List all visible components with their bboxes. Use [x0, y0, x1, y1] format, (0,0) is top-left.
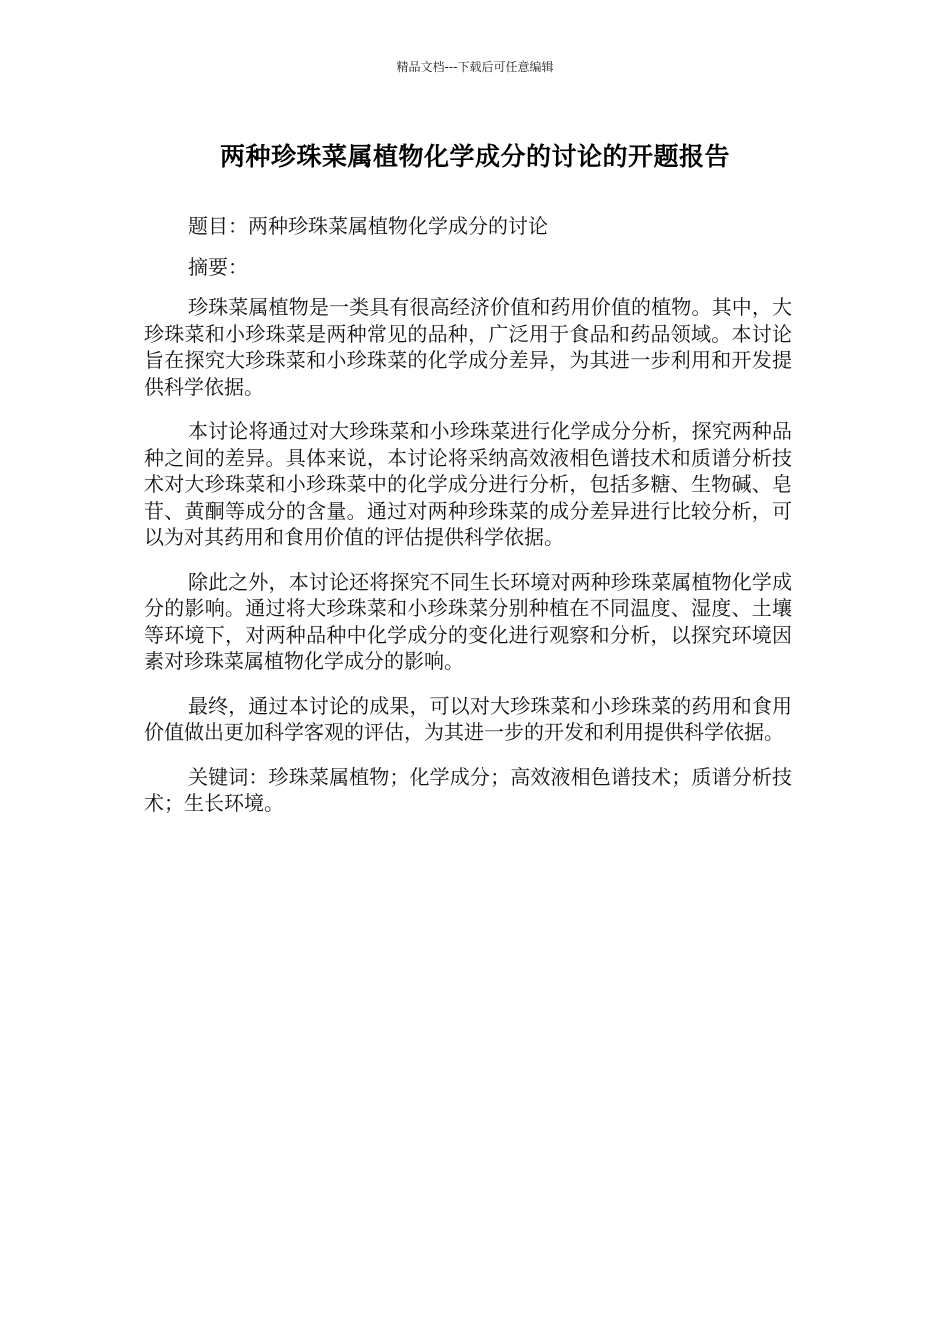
paragraph-environment: 除此之外，本讨论还将探究不同生长环境对两种珍珠菜属植物化学成分的影响。通过将大珍珠菜和小珍珠菜分别种植在不同温度、湿度、土壤等环境下，对两种品种中化学成分的变化进行观察和分析，以探究环境因素对珍珠菜属植物化学成分的影响。	[144, 569, 792, 673]
subject-line: 题目：两种珍珠菜属植物化学成分的讨论	[188, 214, 548, 238]
abstract-label: 摘要：	[188, 255, 248, 279]
document-body	[144, 212, 792, 835]
header-note: 精品文档---下载后可任意编辑	[396, 60, 554, 74]
paragraph-method: 本讨论将通过对大珍珠菜和小珍珠菜进行化学成分分析，探究两种品种之间的差异。具体来说，本讨论将采纳高效液相色谱技术和质谱分析技术对大珍珠菜和小珍珠菜中的化学成分进行分析，包括多糖、生物碱、皂苷、黄酮等成分的含量。通过对两种珍珠菜的成分差异进行比较分析，可以为对其药用和食用价值的评估提供科学依据。	[144, 419, 792, 549]
document-title: 两种珍珠菜属植物化学成分的讨论的开题报告	[219, 142, 730, 171]
paragraph-intro: 珍珠菜属植物是一类具有很高经济价值和药用价值的植物。其中，大珍珠菜和小珍珠菜是两种常见的品种，广泛用于食品和药品领域。本讨论旨在探究大珍珠菜和小珍珠菜的化学成分差异，为其进一步利用和开发提供科学依据。	[144, 295, 792, 399]
paragraph-conclusion: 最终，通过本讨论的成果，可以对大珍珠菜和小珍珠菜的药用和食用价值做出更加科学客观的评估，为其进一步的开发和利用提供科学依据。	[144, 693, 792, 744]
paragraph-keywords: 关键词：珍珠菜属植物；化学成分；高效液相色谱技术；质谱分析技术；生长环境。	[144, 764, 792, 815]
